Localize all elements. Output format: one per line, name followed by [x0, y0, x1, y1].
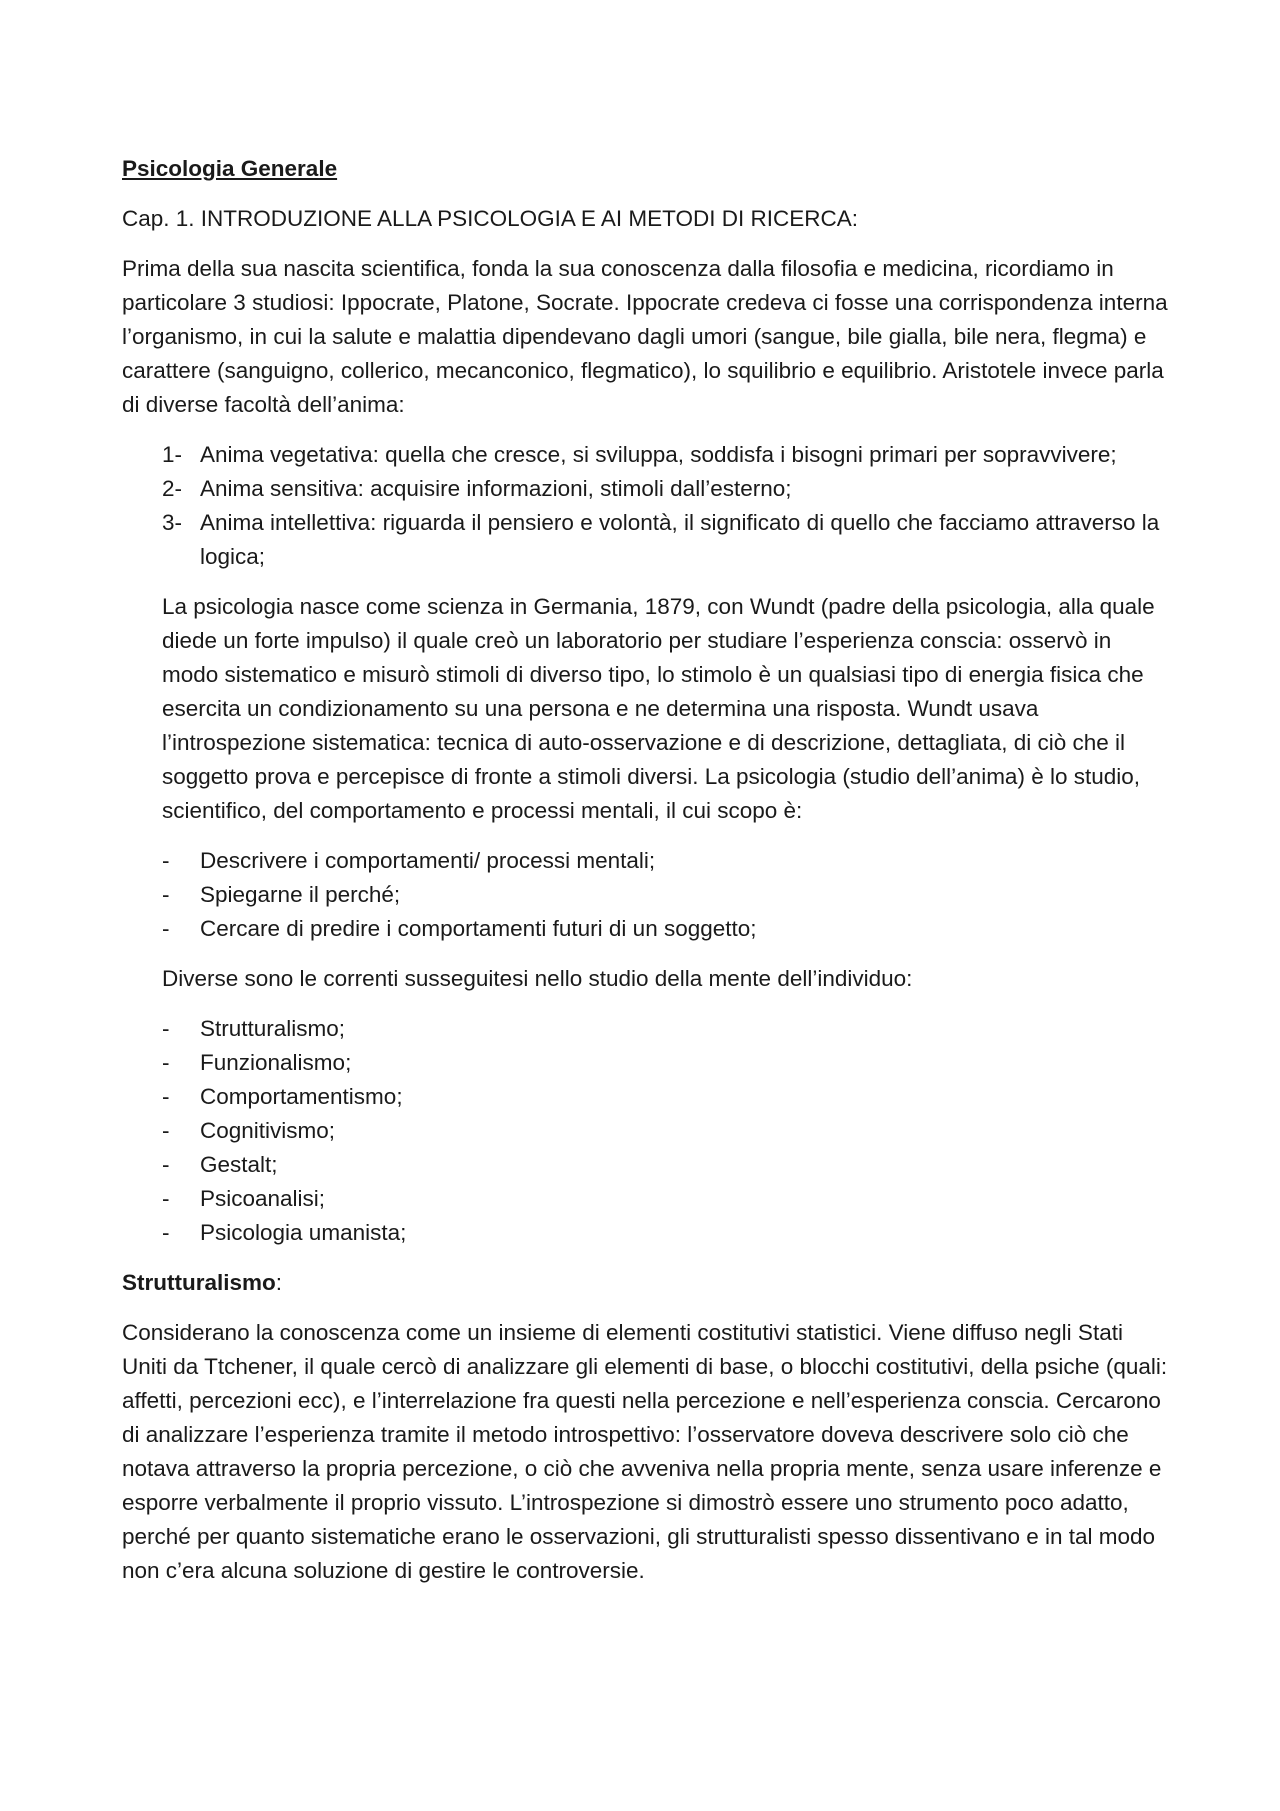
document-title: Psicologia Generale [122, 156, 338, 181]
list-item [162, 1046, 1172, 1080]
list-item-text: Gestalt; [200, 1152, 278, 1177]
strutturalismo-paragraph: Considerano la conoscenza come un insieme di elementi costitutivi statistici. Viene diffuso negli Stati Uniti da Ttchener, il quale cercò di analizzare gli elementi di base, o blocchi costitutivi, della psiche (quali: affetti, percezioni ecc), e l’interrelazione fra questi nella percezione e nell’esperienza conscia. Cercarono di analizzare l’esperienza tramite il metodo introspettivo: l’osservatore doveva descrivere solo ciò che notava attraverso la propria percezione, o ciò che avveniva nella propria mente, senza usare inferenze e esporre verbalmente il proprio vissuto. L’introspezione si dimostrò essere uno strumento poco adatto, perché per quanto sistematiche erano le osservazioni, gli strutturalisti spesso dissentivano e in tal modo non c’era alcuna soluzione di gestire le controversie. [122, 1320, 1168, 1583]
correnti-intro: Diverse sono le correnti susseguitesi nello studio della mente dell’individuo: [162, 966, 913, 991]
section-heading-colon: : [275, 1270, 283, 1295]
list-marker: - [162, 1220, 170, 1245]
chapter-heading: Cap. 1. INTRODUZIONE ALLA PSICOLOGIA E AI METODI DI RICERCA: [122, 206, 859, 231]
list-item-text: Spiegarne il perché; [200, 882, 401, 907]
document-page [122, 152, 1172, 1604]
list-marker: 3- [162, 510, 183, 535]
section-heading-text: Strutturalismo [122, 1270, 276, 1295]
list-item-text: Funzionalismo; [200, 1050, 352, 1075]
list-item-text: Cercare di predire i comportamenti futuri di un soggetto; [200, 916, 757, 941]
list-item-text: Comportamentismo; [200, 1084, 403, 1109]
list-item [162, 844, 1172, 878]
list-marker: - [162, 1050, 170, 1075]
list-item-text: Psicologia umanista; [200, 1220, 407, 1245]
list-item-text: Descrivere i comportamenti/ processi mentali; [200, 848, 656, 873]
list-marker: 2- [162, 476, 183, 501]
list-item [162, 1012, 1172, 1046]
scopo-list [162, 844, 1172, 946]
list-item-text: Strutturalismo; [200, 1016, 346, 1041]
list-marker: - [162, 1152, 170, 1177]
list-marker: - [162, 916, 170, 941]
list-item-text: Anima vegetativa: quella che cresce, si sviluppa, soddisfa i bisogni primari per sopravvivere; [200, 442, 1117, 467]
list-marker: - [162, 1186, 170, 1211]
anima-list [162, 438, 1172, 574]
list-item [162, 472, 1172, 506]
list-item [162, 438, 1172, 472]
list-item [162, 1080, 1172, 1114]
list-item-text: Psicoanalisi; [200, 1186, 326, 1211]
list-item [162, 1216, 1172, 1250]
intro-paragraph: Prima della sua nascita scientifica, fonda la sua conoscenza dalla filosofia e medicina, ricordiamo in particolare 3 studiosi: Ippocrate, Platone, Socrate. Ippocrate credeva ci fosse una corrispondenza interna l’organismo, in cui la salute e malattia dipendevano dagli umori (sangue, bile gialla, bile nera, flegma) e carattere (sanguigno, collerico, mecanconico, flegmatico), lo squilibrio e equilibrio. Aristotele invece parla di diverse facoltà dell’anima: [122, 256, 1168, 417]
list-item [162, 1114, 1172, 1148]
list-item [162, 1182, 1172, 1216]
list-item [162, 912, 1172, 946]
list-item-text: Anima intellettiva: riguarda il pensiero e volontà, il significato di quello che facciamo attraverso la logica; [200, 510, 1160, 569]
list-marker: - [162, 1118, 170, 1143]
list-marker: - [162, 882, 170, 907]
list-item-text: Anima sensitiva: acquisire informazioni, stimoli dall’esterno; [200, 476, 792, 501]
list-marker: - [162, 1016, 170, 1041]
section-heading-strutturalismo [122, 1266, 1172, 1300]
list-marker: - [162, 1084, 170, 1109]
list-item-text: Cognitivismo; [200, 1118, 336, 1143]
wundt-paragraph: La psicologia nasce come scienza in Germania, 1879, con Wundt (padre della psicologia, alla quale diede un forte impulso) il quale creò un laboratorio per studiare l’esperienza conscia: osservò in modo sistematico e misurò stimoli di diverso tipo, lo stimolo è un qualsiasi tipo di energia fisica che esercita un condizionamento su una persona e ne determina una risposta. Wundt usava l’introspezione sistematica: tecnica di auto-osservazione e di descrizione, dettagliata, di ciò che il soggetto prova e percepisce di fronte a stimoli diversi. La psicologia (studio dell’anima) è lo studio, scientifico, del comportamento e processi mentali, il cui scopo è: [162, 594, 1155, 823]
list-item [162, 506, 1172, 574]
list-marker: - [162, 848, 170, 873]
list-item [162, 878, 1172, 912]
list-marker: 1- [162, 442, 183, 467]
correnti-list [162, 1012, 1172, 1250]
list-item [162, 1148, 1172, 1182]
